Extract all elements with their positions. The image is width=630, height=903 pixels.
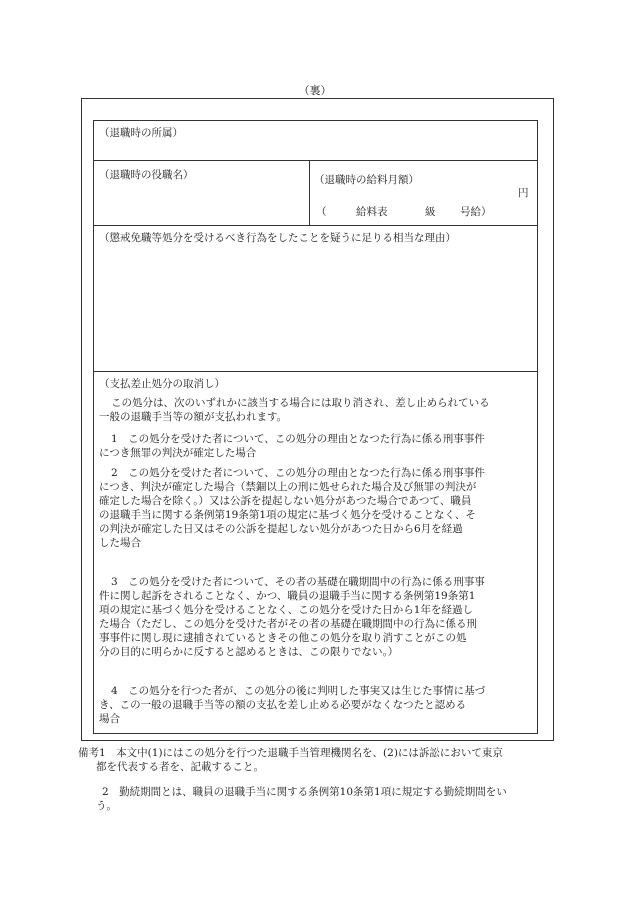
item-line: き、この一般の退職手当等の額の支払を差し止める必要がなくなつたと認める (99, 699, 467, 711)
item-line: の判決が確定した日又はその公訴を提起しない処分があつた日から6月を経過 (99, 523, 463, 535)
condition-item-2 (99, 466, 533, 550)
salary-grade-label: 級 (425, 206, 436, 218)
salary-table-label: 給料表 (356, 206, 388, 218)
salary-unit: 円 (518, 187, 529, 199)
condition-item-3 (99, 575, 533, 659)
position-label: （退職時の役職名） (99, 169, 194, 181)
item-line: 3 この処分を受けた者について、その者の基礎在職期間中の行為に係る刑事事 (111, 576, 485, 588)
condition-item-4 (99, 684, 533, 726)
affiliation-label: （退職時の所属） (99, 127, 183, 139)
intro-line: 一般の退職手当等の額が支払われます。 (99, 411, 288, 423)
reason-label: （懲戒免職等処分を受けるべき行為をしたことを疑うに足りる相当な理由） (99, 232, 456, 244)
cancel-label: （支払差止処分の取消し） (99, 378, 225, 390)
salary-table-open: （ (316, 206, 327, 218)
condition-item-1 (99, 432, 533, 460)
remark-line: う。 (96, 800, 117, 812)
cancel-intro (99, 396, 533, 424)
item-line: 分の目的に明らかに反すると認めるときは、この限りでない。） (99, 646, 399, 658)
item-line: 2 この処分を受けた者について、この処分の理由となつた行為に係る刑事事件 (111, 467, 485, 479)
item-line: 事事件に関し現に逮捕されているときその他この処分を取り消すことがこの処 (99, 632, 467, 644)
row-divider-2 (93, 225, 537, 226)
item-line: 項の規定に基づく処分を受けることなく、この処分を受けた日から1年を経過し (99, 604, 473, 616)
remark-line: 都を代表する者を、記載すること。 (96, 761, 264, 773)
remark-line: 備考1 本文中(1)にはこの処分を行つた退職手当管理機関名を、(2)には訴訟において東京 (78, 747, 503, 759)
remark-1 (78, 746, 548, 774)
remark-2 (78, 785, 548, 813)
intro-line: この処分は、次のいずれかに該当する場合には取り消され、差し止められている (111, 397, 490, 409)
item-line: の退職手当に関する条例第19条第1項の規定に基づく処分を受けることなく、そ (99, 509, 476, 521)
item-line: につき無罪の判決が確定した場合 (99, 447, 257, 459)
item-line: 確定した場合を除く。）又は公訴を提起しない処分があつた場合であつて、職員 (99, 495, 472, 507)
item-line: した場合 (99, 537, 141, 549)
item-line: 4 この処分を行つた者が、この処分の後に判明した事実又は生じた事情に基づ (111, 685, 486, 697)
salary-step-label: 号給） (460, 206, 492, 218)
item-line: につき、判決が確定した場合（禁錮以上の刑に処せられた場合及び無罪の判決が (99, 481, 477, 493)
salary-label: （退職時の給料月額） (314, 174, 419, 186)
item-line: 1 この処分を受けた者について、この処分の理由となつた行為に係る刑事事件 (111, 433, 485, 445)
row-divider-1 (93, 160, 537, 161)
item-line: 件に関し起訴をされることなく、かつ、職員の退職手当に関する条例第19条第1 (99, 590, 476, 602)
page-side-label: （裏） (298, 84, 332, 97)
row-divider-3 (93, 371, 537, 372)
remark-line: 2 勤続期間とは、職員の退職手当に関する条例第10条第1項に規定する勤続期間をい (102, 786, 507, 798)
item-line: た場合（ただし、この処分を受けた者がその者の基礎在職期間中の行為に係る刑 (99, 618, 477, 630)
item-line: 場合 (99, 713, 120, 725)
column-divider (309, 160, 310, 225)
